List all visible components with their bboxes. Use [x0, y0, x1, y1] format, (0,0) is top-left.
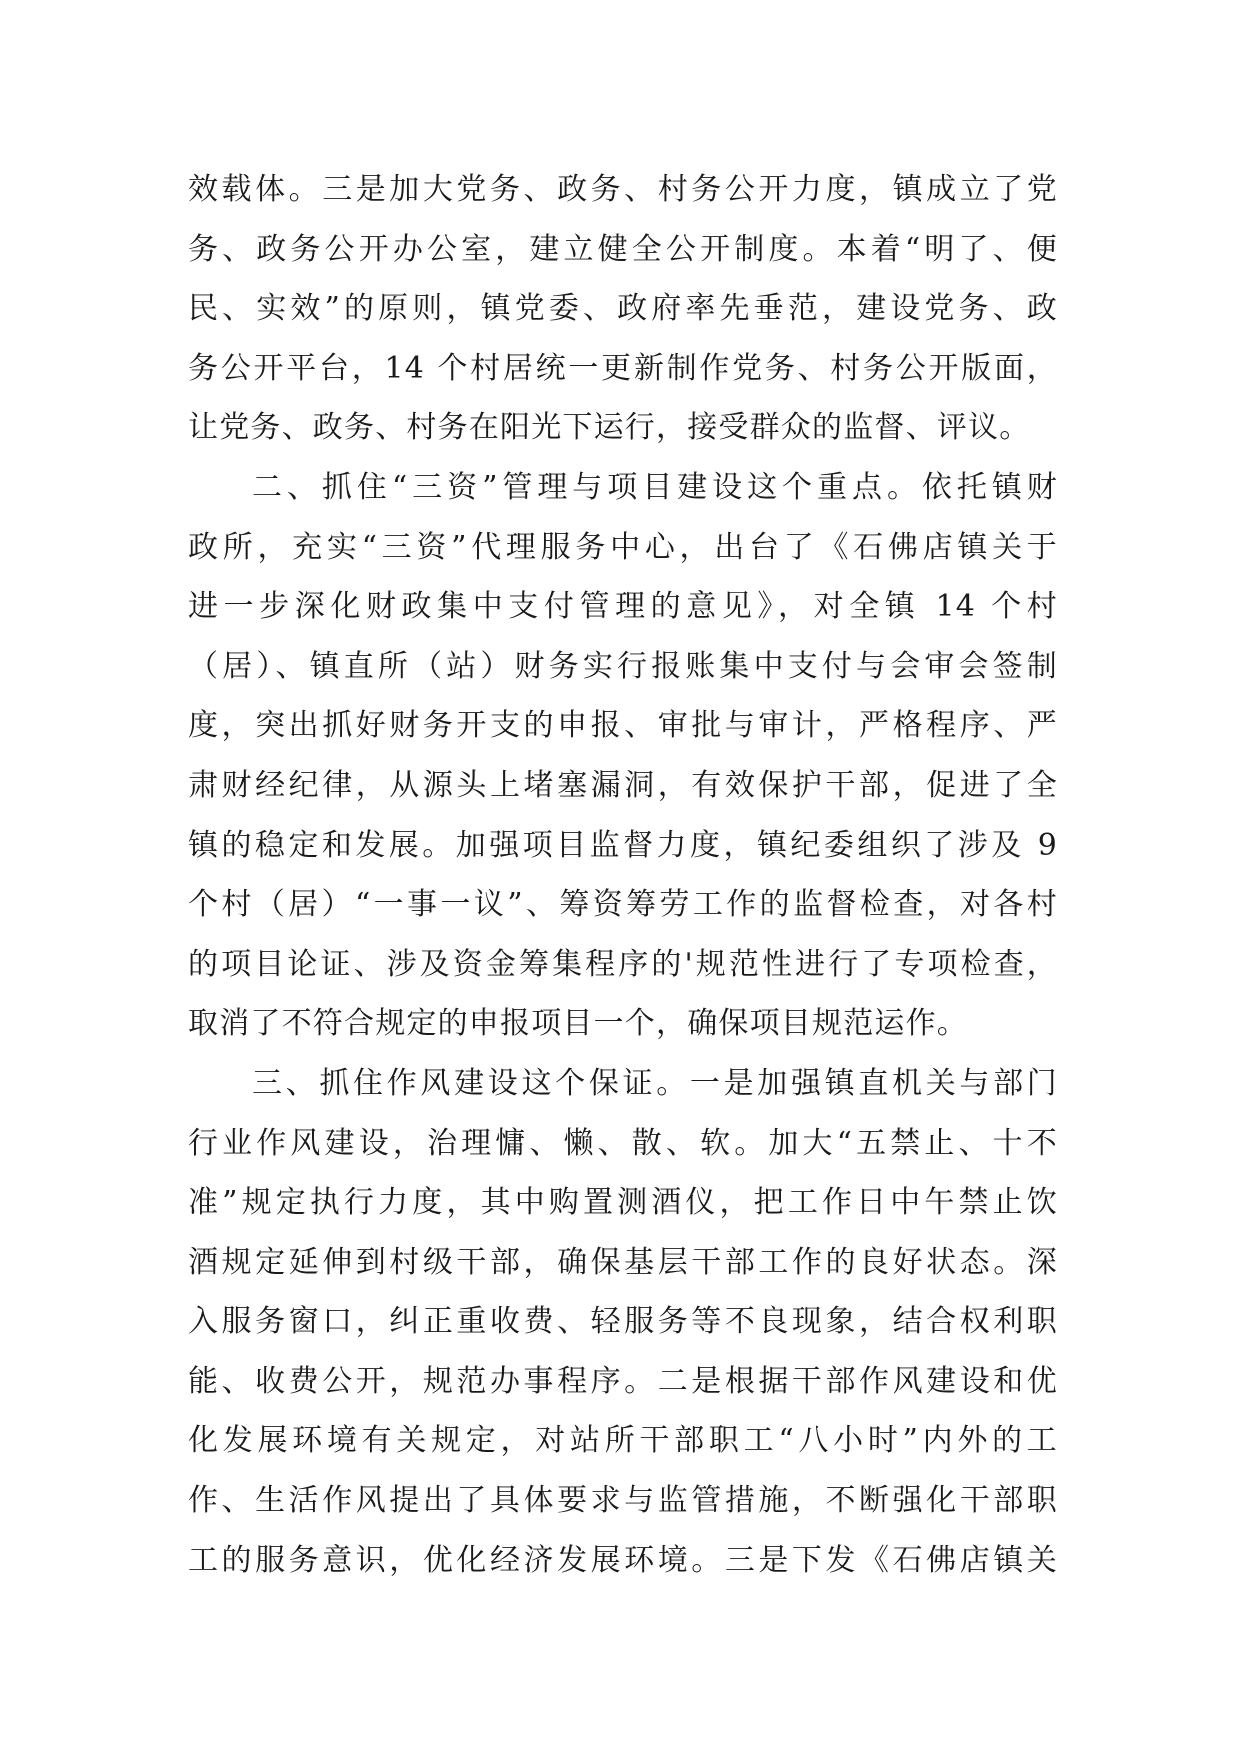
- text-line: 三、抓住作风建设这个保证。一是加强镇直机关与部门: [252, 1065, 1058, 1101]
- text-line: 准”规定执行力度，其中购置测酒仪，把工作日中午禁止饮: [188, 1185, 1058, 1221]
- text-line: 酒规定延伸到村级干部，确保基层干部工作的良好状态。深: [188, 1244, 1058, 1280]
- text-line: 入服务窗口，纠正重收费、轻服务等不良现象，结合权利职: [188, 1304, 1058, 1340]
- text-line: 取消了不符合规定的申报项目一个，确保项目规范运作。: [188, 1006, 968, 1042]
- text-line: 政所，充实“三资”代理服务中心，出台了《石佛店镇关于: [188, 529, 1058, 565]
- text-line: 镇的稳定和发展。加强项目监督力度，镇纪委组织了涉及 9: [188, 827, 1058, 863]
- paragraph-1: [188, 160, 1058, 458]
- text-line: 个村（居）“一事一议”、筹资筹劳工作的监督检查，对各村: [188, 887, 1058, 923]
- text-line: 进一步深化财政集中支付管理的意见》，对全镇 14 个村: [188, 589, 1058, 625]
- text-line: 行业作风建设，治理慵、懒、散、软。加大“五禁止、十不: [188, 1125, 1058, 1161]
- text-line: 效载体。三是加大党务、政务、村务公开力度，镇成立了党: [188, 172, 1058, 207]
- text-line: 肃财经纪律，从源头上堵塞漏洞，有效保护干部，促进了全: [188, 767, 1058, 803]
- text-line: 度，突出抓好财务开支的申报、审批与审计，严格程序、严: [188, 708, 1058, 744]
- text-line: 的项目论证、涉及资金筹集程序的'规范性进行了专项检查，: [188, 946, 1058, 982]
- text-line: 工的服务意识，优化经济发展环境。三是下发《石佛店镇关: [188, 1542, 1058, 1578]
- document-body: [188, 160, 1058, 1590]
- text-line: 化发展环境有关规定，对站所干部职工“八小时”内外的工: [188, 1423, 1058, 1459]
- text-line: 作、生活作风提出了具体要求与监管措施，不断强化干部职: [188, 1483, 1058, 1519]
- paragraph-3: [188, 1054, 1058, 1590]
- paragraph-2: [188, 458, 1058, 1054]
- text-line: 能、收费公开，规范办事程序。二是根据干部作风建设和优: [188, 1363, 1058, 1399]
- text-line: 务公开平台，14 个村居统一更新制作党务、村务公开版面，: [188, 350, 1058, 386]
- text-line: 让党务、政务、村务在阳光下运行，接受群众的监督、评议。: [188, 410, 1031, 446]
- text-line: 民、实效”的原则，镇党委、政府率先垂范，建设党务、政: [188, 291, 1058, 327]
- text-line: 务、政务公开办公室，建立健全公开制度。本着“明了、便: [188, 231, 1058, 267]
- text-line: （居）、镇直所（站）财务实行报账集中支付与会审会签制: [188, 648, 1058, 684]
- text-line: 二、抓住“三资”管理与项目建设这个重点。依托镇财: [252, 469, 1058, 505]
